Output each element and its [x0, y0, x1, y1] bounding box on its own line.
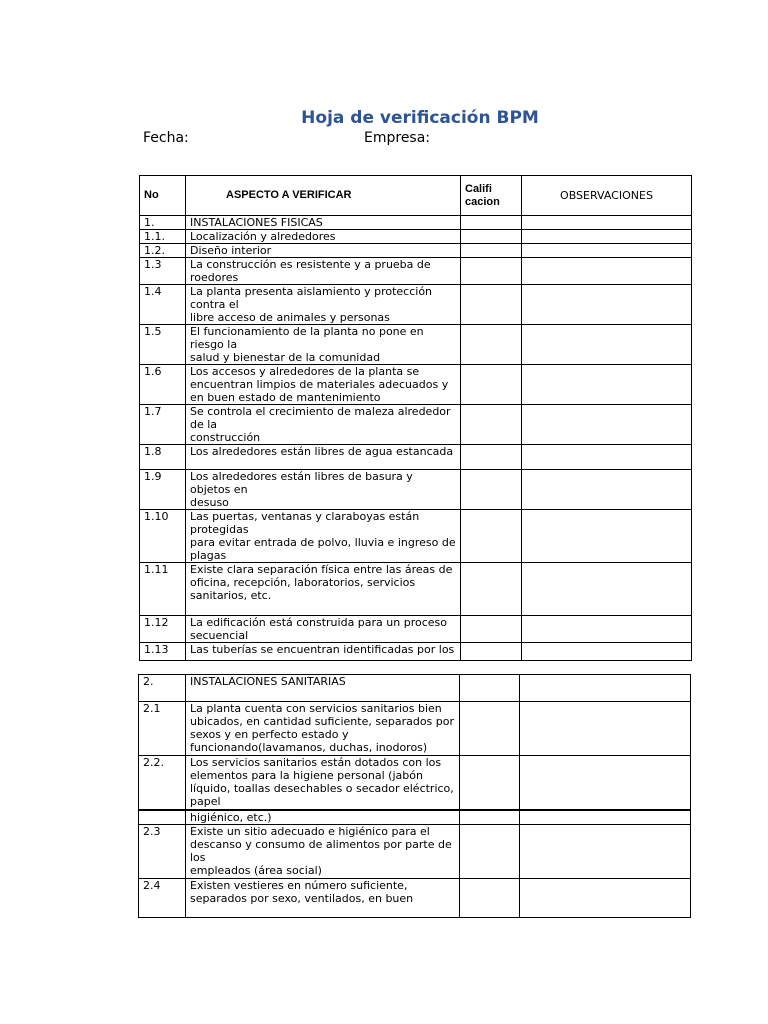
row-aspect-text: La construcción es resistente y a prueba de roedores — [186, 258, 461, 285]
row-number: 2.3 — [139, 824, 186, 878]
observaciones-cell[interactable] — [522, 643, 692, 661]
observaciones-cell[interactable] — [520, 824, 691, 878]
table-row — [140, 365, 692, 405]
observaciones-cell[interactable] — [520, 810, 691, 825]
checklist-table-sanitary — [138, 674, 691, 918]
row-number: 1.9 — [140, 470, 186, 510]
calificacion-cell[interactable] — [461, 470, 522, 510]
observaciones-cell[interactable] — [522, 563, 692, 616]
observaciones-cell[interactable] — [522, 230, 692, 244]
row-aspect-text: Los accesos y alrededores de la planta se encuentran limpios de materiales adecuados y en buen estado de mantenimiento — [186, 365, 461, 405]
table-row — [140, 230, 692, 244]
calificacion-cell[interactable] — [460, 824, 520, 878]
row-aspect-text: higiénico, etc.) — [186, 810, 460, 825]
calificacion-cell[interactable] — [460, 810, 520, 825]
calificacion-cell[interactable] — [461, 643, 522, 661]
observaciones-cell[interactable] — [522, 405, 692, 445]
empresa-label: Empresa: — [364, 130, 431, 146]
table-row — [139, 878, 691, 917]
table-row — [140, 216, 692, 230]
observaciones-cell[interactable] — [522, 470, 692, 510]
row-number: 1.12 — [140, 616, 186, 643]
row-number: 1.4 — [140, 285, 186, 325]
row-number — [139, 810, 186, 825]
row-number: 2. — [139, 675, 186, 702]
table-row — [139, 810, 691, 825]
row-number: 1.6 — [140, 365, 186, 405]
row-aspect-text: La planta presenta aislamiento y protección contra el libre acceso de animales y personas — [186, 285, 461, 325]
row-number: 1.5 — [140, 325, 186, 365]
table-row — [140, 325, 692, 365]
row-aspect-text: Los servicios sanitarios están dotados con los elementos para la higiene personal (jabón líquido, toallas desechables o secador eléctrico, papel — [186, 756, 460, 810]
row-aspect-text: La planta cuenta con servicios sanitarios bien ubicados, en cantidad suficiente, separados por sexos y en perfecto estado y funcionando(lavamanos, duchas, inodoros) — [186, 702, 460, 756]
row-aspect-text: Existe un sitio adecuado e higiénico para el descanso y consumo de alimentos por parte de los empleados (área social) — [186, 824, 460, 878]
calificacion-cell[interactable] — [461, 365, 522, 405]
row-aspect-text: INSTALACIONES SANITARIAS — [186, 675, 460, 702]
table-row — [140, 405, 692, 445]
row-aspect-text: INSTALACIONES FISICAS — [186, 216, 461, 230]
observaciones-cell[interactable] — [522, 216, 692, 230]
row-aspect-text: Los alrededores están libres de basura y objetos en desuso — [186, 470, 461, 510]
observaciones-cell[interactable] — [520, 756, 691, 810]
calificacion-cell[interactable] — [460, 756, 520, 810]
document-title: Hoja de verificación BPM — [301, 108, 539, 128]
row-aspect-text: Se controla el crecimiento de maleza alrededor de la construcción — [186, 405, 461, 445]
table-row — [140, 510, 692, 563]
table-row — [140, 470, 692, 510]
row-number: 1.11 — [140, 563, 186, 616]
row-aspect-text: La edificación está construida para un proceso secuencial — [186, 616, 461, 643]
table-row — [140, 244, 692, 258]
calificacion-cell[interactable] — [460, 878, 520, 917]
row-number: 1.10 — [140, 510, 186, 563]
row-aspect-text: Las tuberías se encuentran identificadas por los — [186, 643, 461, 661]
table-row — [140, 563, 692, 616]
calificacion-cell[interactable] — [461, 510, 522, 563]
row-aspect-text: Diseño interior — [186, 244, 461, 258]
row-aspect-text: Localización y alrededores — [186, 230, 461, 244]
row-number: 2.4 — [139, 878, 186, 917]
row-aspect-text: Existen vestieres en número suficiente, separados por sexo, ventilados, en buen — [186, 878, 460, 917]
observaciones-cell[interactable] — [522, 325, 692, 365]
observaciones-cell[interactable] — [522, 510, 692, 563]
calificacion-cell[interactable] — [461, 285, 522, 325]
calificacion-cell[interactable] — [461, 563, 522, 616]
calificacion-cell[interactable] — [461, 230, 522, 244]
row-aspect-text: El funcionamiento de la planta no pone en riesgo la salud y bienestar de la comunidad — [186, 325, 461, 365]
table-row — [140, 258, 692, 285]
calificacion-cell[interactable] — [461, 445, 522, 470]
row-aspect-text: Las puertas, ventanas y claraboyas están protegidas para evitar entrada de polvo, lluvia e ingreso de plagas — [186, 510, 461, 563]
table-row — [139, 824, 691, 878]
calificacion-cell[interactable] — [461, 258, 522, 285]
observaciones-cell[interactable] — [522, 365, 692, 405]
calificacion-cell[interactable] — [461, 616, 522, 643]
observaciones-cell[interactable] — [520, 702, 691, 756]
row-aspect-text: Existe clara separación física entre las áreas de oficina, recepción, laboratorios, servicios sanitarios, etc. — [186, 563, 461, 616]
row-number: 1.7 — [140, 405, 186, 445]
calificacion-cell[interactable] — [461, 325, 522, 365]
observaciones-cell[interactable] — [522, 258, 692, 285]
observaciones-cell[interactable] — [522, 244, 692, 258]
calificacion-cell[interactable] — [461, 244, 522, 258]
calificacion-cell[interactable] — [461, 405, 522, 445]
observaciones-cell[interactable] — [522, 445, 692, 470]
checklist-table-physical — [139, 175, 692, 661]
calificacion-cell[interactable] — [460, 702, 520, 756]
row-number: 2.2. — [139, 756, 186, 810]
table-row — [139, 675, 691, 702]
row-number: 1. — [140, 216, 186, 230]
observaciones-cell[interactable] — [520, 878, 691, 917]
calificacion-cell[interactable] — [461, 216, 522, 230]
header-calificacion: Califi cacion — [461, 176, 522, 216]
table-row — [140, 445, 692, 470]
table-row — [139, 702, 691, 756]
table-row — [140, 643, 692, 661]
row-number: 1.13 — [140, 643, 186, 661]
row-number: 1.3 — [140, 258, 186, 285]
row-number: 1.8 — [140, 445, 186, 470]
table-row — [140, 285, 692, 325]
table-row — [139, 756, 691, 810]
row-number: 1.1. — [140, 230, 186, 244]
row-number: 2.1 — [139, 702, 186, 756]
table-row — [140, 616, 692, 643]
header-aspecto: ASPECTO A VERIFICAR — [186, 176, 461, 216]
observaciones-cell[interactable] — [520, 675, 691, 702]
row-number: 1.2. — [140, 244, 186, 258]
fecha-label: Fecha: — [143, 130, 189, 146]
calificacion-cell[interactable] — [460, 675, 520, 702]
header-no: No — [140, 176, 186, 216]
row-aspect-text: Los alrededores están libres de agua estancada — [186, 445, 461, 470]
header-observaciones: OBSERVACIONES — [522, 176, 692, 216]
observaciones-cell[interactable] — [522, 285, 692, 325]
observaciones-cell[interactable] — [522, 616, 692, 643]
